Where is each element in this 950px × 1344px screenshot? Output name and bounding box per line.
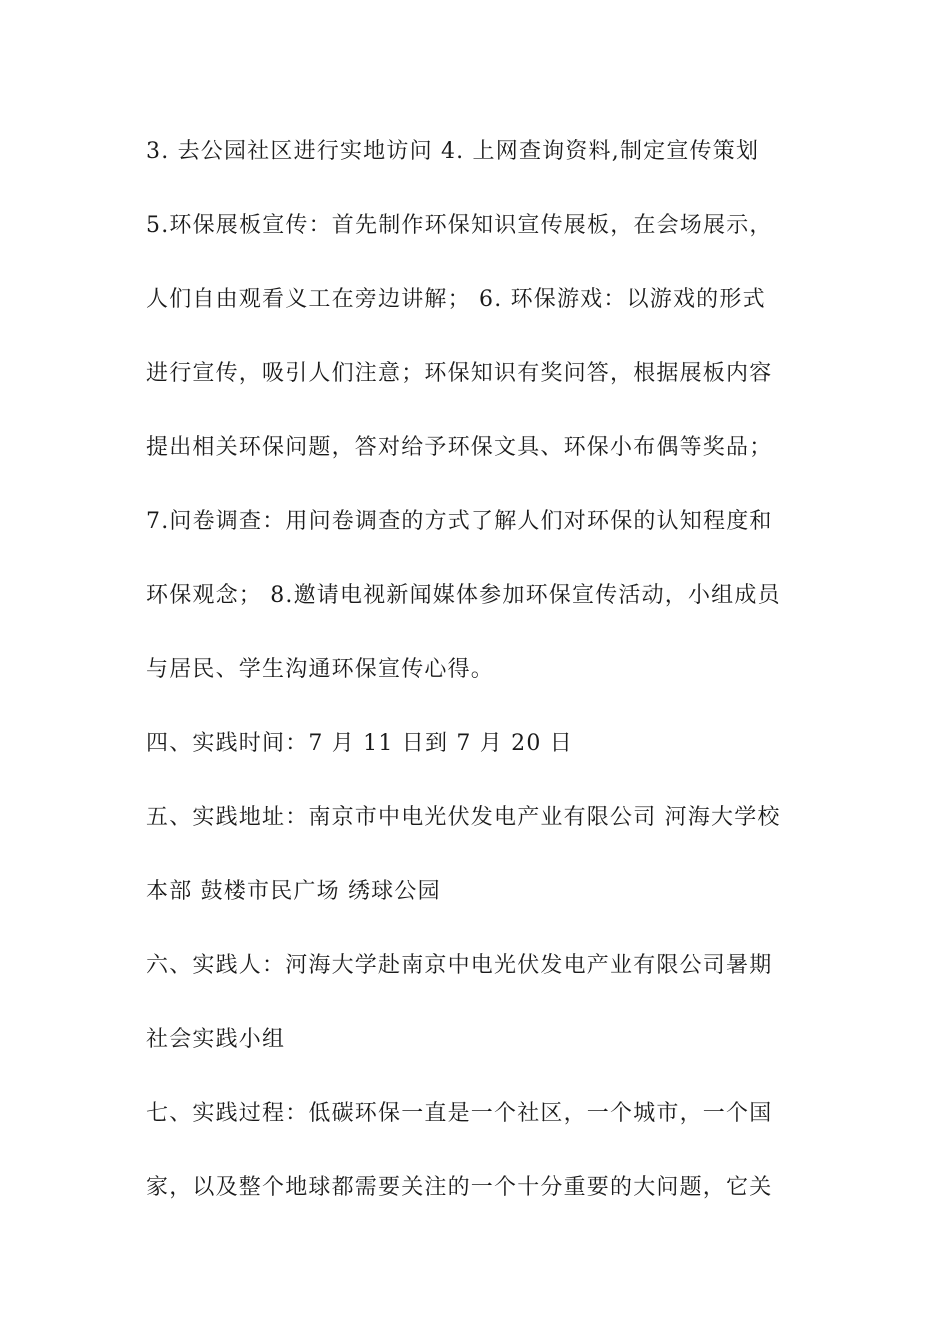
text-line-practitioners-cont: 社会实践小组 <box>146 1027 286 1052</box>
text-line-activity-5: 5.环保展板宣传：首先制作环保知识宣传展板，在会场展示， <box>146 213 773 238</box>
text-line-activity-8: 环保观念； 8.邀请电视新闻媒体参加环保宣传活动，小组成员 <box>146 583 781 608</box>
text-line-prizes: 提出相关环保问题，答对给予环保文具、环保小布偶等奖品； <box>146 435 773 460</box>
section-practitioners: 六、实践人：河海大学赴南京中电光伏发电产业有限公司暑期 <box>146 953 773 978</box>
text-line-activity-6-cont: 进行宣传，吸引人们注意；环保知识有奖问答，根据展板内容 <box>146 361 773 386</box>
text-line-process-cont: 家，以及整个地球都需要关注的一个十分重要的大问题，它关 <box>146 1175 773 1200</box>
section-practice-location: 五、实践地址：南京市中电光伏发电产业有限公司 河海大学校 <box>146 805 781 830</box>
text-line-activity-6: 人们自由观看义工在旁边讲解； 6. 环保游戏：以游戏的形式 <box>146 287 766 312</box>
text-line-activity-7: 7.问卷调查：用问卷调查的方式了解人们对环保的认知程度和 <box>146 509 773 534</box>
text-line-activities-3-4: 3. 去公园社区进行实地访问 4. 上网查询资料,制定宣传策划 <box>146 139 760 164</box>
section-practice-time: 四、实践时间：7 月 11 日到 7 月 20 日 <box>146 731 573 756</box>
section-practice-process: 七、实践过程：低碳环保一直是一个社区，一个城市，一个国 <box>146 1101 773 1126</box>
text-line-activity-8-cont: 与居民、学生沟通环保宣传心得。 <box>146 657 495 682</box>
text-line-location-cont: 本部 鼓楼市民广场 绣球公园 <box>146 879 441 904</box>
